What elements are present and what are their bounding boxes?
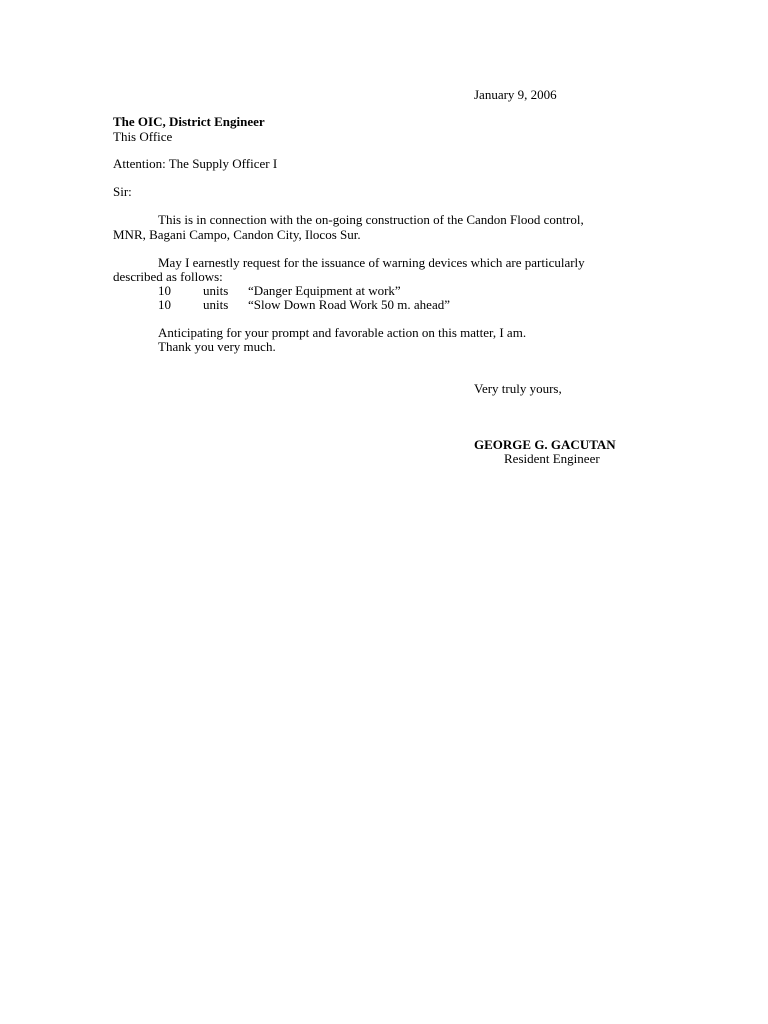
signatory-name: GEORGE G. GACUTAN [474,437,616,452]
paragraph-2-line-1: May I earnestly request for the issuance of warning devices which are particularly [158,255,585,270]
paragraph-2-line-2: described as follows: [113,269,223,284]
item-description: “Slow Down Road Work 50 m. ahead” [248,297,450,312]
complimentary-closing: Very truly yours, [474,381,562,396]
paragraph-3-line-2: Thank you very much. [158,339,276,354]
item-unit: units [203,297,229,312]
paragraph-1-line-2: MNR, Bagani Campo, Candon City, Ilocos Sur. [113,227,361,242]
addressee-office: This Office [113,129,173,144]
letter-date: January 9, 2006 [474,87,557,102]
item-description: “Danger Equipment at work” [248,283,401,298]
item-unit: units [203,283,229,298]
item-quantity: 10 [158,297,171,312]
signatory-title: Resident Engineer [504,451,600,466]
salutation: Sir: [113,184,132,199]
item-quantity: 10 [158,283,171,298]
paragraph-3-line-1: Anticipating for your prompt and favorable action on this matter, I am. [158,325,527,340]
attention-line: Attention: The Supply Officer I [113,156,278,171]
paragraph-1-line-1: This is in connection with the on-going construction of the Candon Flood control, [158,212,584,227]
addressee-name: The OIC, District Engineer [113,114,265,129]
